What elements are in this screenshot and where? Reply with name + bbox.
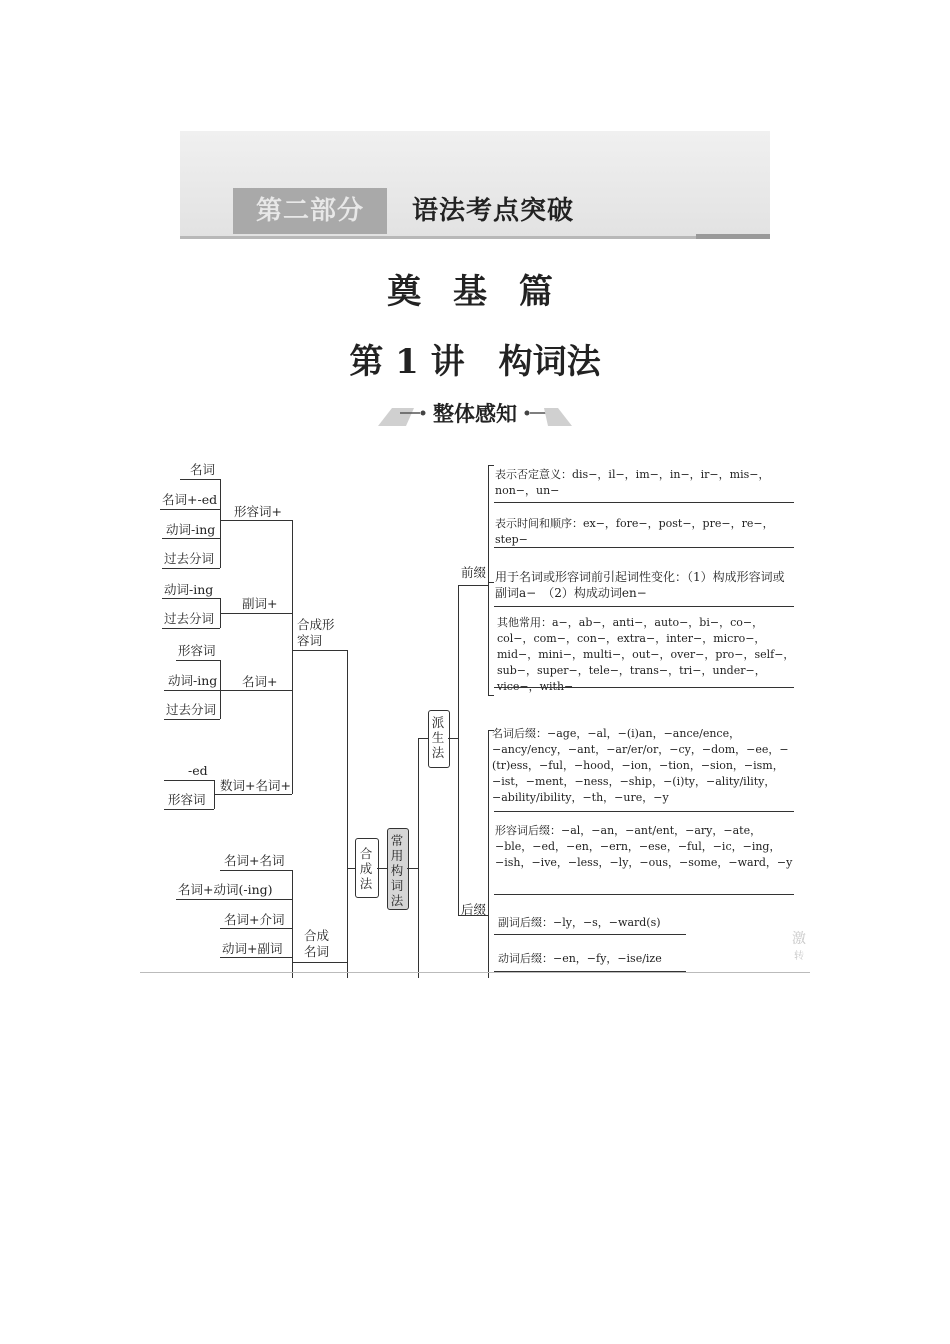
- adj3-source-adjective: 形容词: [178, 643, 216, 658]
- adj1-source-past-participle: 过去分词: [164, 551, 215, 566]
- suffix-noun: 名词后缀：−age，−al，−(i)an，−ance/ence，−ancy/ency，−ant，−ar/er/or，−cy，−dom，−ee，−(tr)ess，−ful，−hood，−ion，−tion，−sion，−ism，−ist，−ment，−ness，−ship，−(i)ty，−ality/ility，−ability/ibility，−th，−ure，−y: [492, 727, 789, 804]
- part-label: 第二部分: [233, 188, 387, 234]
- suffix-verb: 动词后缀：−en，−fy，−ise/ize: [498, 952, 662, 965]
- adj-label-adverb-plus: 副词+: [242, 596, 278, 611]
- adj4-source-adjective: 形容词: [168, 792, 206, 807]
- word-formation-mindmap: [140, 450, 810, 978]
- suffix-label: 后缀: [461, 902, 487, 917]
- main-title: 奠 基 篇: [387, 272, 563, 312]
- page-divider: [140, 972, 810, 973]
- adj2-source-past-participle: 过去分词: [164, 611, 215, 626]
- noun-source-noun-prep: 名词+介词: [224, 912, 285, 927]
- category-compound-noun: 合成名词: [304, 928, 330, 959]
- adj-label-noun-plus: 名词+: [242, 674, 278, 689]
- derivation-label: 派生法: [431, 715, 445, 760]
- prefix-part-of-speech: 用于名词或形容词前引起词性变化：（1）构成形容词或副词a− （2）构成动词en−: [495, 570, 785, 600]
- section-title: 语法考点突破: [412, 196, 575, 226]
- compounding-label: 合成法: [359, 846, 373, 891]
- suffix-adjective: 形容词后缀：−al，−an，−ant/ent，−ary，−ate，−ble，−ed，−en，−ern，−ese，−ful，−ic，−ing，−ish，−ive，−less，−ly，−ous，−some，−ward，−y: [495, 824, 793, 869]
- adj3-source-past-participle: 过去分词: [166, 702, 217, 717]
- adj1-source-verb-ing: 动词-ing: [166, 522, 216, 537]
- prefix-other: 其他常用：a−，ab−，anti−，auto−，bi−，co−，col−，com−，con−，extra−，inter−，micro−，mid−，mini−，multi−，out−，over−，pro−，self−，sub−，super−，tele−，trans−，tri−，under−，vice−，with−: [497, 616, 795, 693]
- watermark-line1: 激: [792, 931, 806, 947]
- adj-label-numeral-noun-plus: 数词+名词+: [220, 778, 291, 793]
- noun-source-verb-adverb: 动词+副词: [222, 941, 283, 956]
- adj4-source-ed: -ed: [188, 763, 208, 778]
- category-compound-adjective: 合成形容词: [297, 617, 335, 648]
- prefix-label: 前缀: [461, 565, 487, 580]
- adj2-source-verb-ing: 动词-ing: [164, 582, 214, 597]
- prefix-time-order: 表示时间和顺序：ex−，fore−，post−，pre−，re−，step−: [495, 517, 774, 546]
- noun-source-noun-verb-ing: 名词+动词(-ing): [178, 882, 273, 897]
- adj-label-adjective-plus: 形容词+: [234, 504, 282, 519]
- adj1-source-noun: 名词: [190, 462, 216, 477]
- suffix-adverb: 副词后缀：−ly，−s，−ward(s): [498, 916, 661, 929]
- adj3-source-verb-ing: 动词-ing: [168, 673, 218, 688]
- banner-underline: [180, 236, 696, 239]
- watermark-line2: 转: [794, 951, 804, 962]
- lecture-title: 第 1 讲 构词法: [349, 342, 601, 382]
- prefix-negative: 表示否定意义：dis−，il−，im−，in−，ir−，mis−，non−，un−: [495, 468, 770, 497]
- noun-source-noun-noun: 名词+名词: [224, 853, 285, 868]
- banner-underline-accent: [696, 234, 770, 239]
- overview-label: 整体感知: [433, 402, 517, 426]
- adj1-source-noun-ed: 名词+-ed: [162, 492, 218, 507]
- root-label: 常用构词法: [390, 833, 404, 908]
